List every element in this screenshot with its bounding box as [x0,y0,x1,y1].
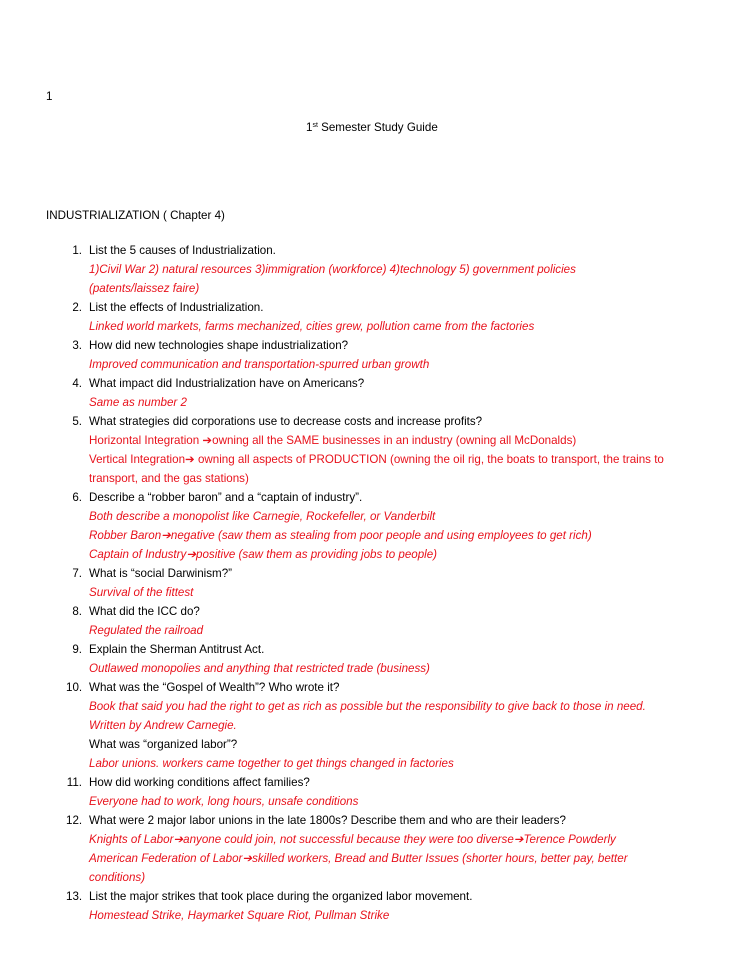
answer-line: Outlawed monopolies and anything that restricted trade (business) [89,662,430,675]
item-number: 4. [72,377,82,390]
question-text: List the effects of Industrialization. [89,301,264,314]
item-number: 8. [72,605,82,618]
item-number: 1. [72,244,82,257]
question-text: What were 2 major labor unions in the late 1800s? Describe them and who are their leaders? [89,814,566,827]
answer-line: Book that said you had the right to get as rich as possible but the responsibility to give back to those in need. [89,700,646,713]
answer-line: Knights of Labor➔anyone could join, not successful because they were too diverse➔Terence Powderly [89,833,616,846]
title-superscript: st [312,122,318,129]
item-number: 11. [66,776,82,789]
page-number: 1 [46,90,53,103]
title-prefix: 1 [306,121,313,134]
question-text: What was the “Gospel of Wealth”? Who wrote it? [89,681,340,694]
answer-line: transport, and the gas stations) [89,472,249,485]
answer-line: Everyone had to work, long hours, unsafe conditions [89,795,359,808]
item-number: 9. [72,643,82,656]
document-title [306,122,438,134]
answer-line: Regulated the railroad [89,624,204,637]
answer-line: Vertical Integration➔ owning all aspects of PRODUCTION (owning the oil rig, the boats to transport, the trains to [89,453,664,466]
question-text: How did new technologies shape industrialization? [89,339,349,352]
question-text: Explain the Sherman Antitrust Act. [89,643,265,656]
item-number: 13. [66,890,83,903]
question-text: List the major strikes that took place during the organized labor movement. [89,890,473,903]
item-number: 6. [72,491,82,504]
question-text: What strategies did corporations use to decrease costs and increase profits? [89,415,483,428]
answer-line: (patents/laissez faire) [89,282,200,295]
item-number: 2. [72,301,82,314]
answer-line: Robber Baron➔negative (saw them as stealing from poor people and using employees to get rich) [89,529,592,542]
answer-line: Captain of Industry➔positive (saw them as providing jobs to people) [89,548,438,561]
question-text: What impact did Industrialization have on Americans? [89,377,365,390]
answer-line: Linked world markets, farms mechanized, cities grew, pollution came from the factories [89,320,535,333]
answer-line: Same as number 2 [89,396,187,409]
item-number: 7. [72,567,82,580]
answer-line: conditions) [89,871,146,884]
question-text: Describe a “robber baron” and a “captain of industry”. [89,491,363,504]
question-text: List the 5 causes of Industrialization. [89,244,276,257]
question-text: What is “social Darwinism?” [89,567,233,580]
item-number: 5. [72,415,82,428]
answer-line: Both describe a monopolist like Carnegie, Rockefeller, or Vanderbilt [89,510,436,523]
answer-line: 1)Civil War 2) natural resources 3)immigration (workforce) 4)technology 5) government policies [89,263,576,276]
answer-line: Survival of the fittest [89,586,194,599]
question-text: What did the ICC do? [89,605,200,618]
question-text: What was “organized labor”? [89,738,238,751]
answer-line: Horizontal Integration ➔owning all the SAME businesses in an industry (owning all McDonalds) [89,434,577,447]
answer-line: Improved communication and transportation-spurred urban growth [89,358,430,371]
answer-line: American Federation of Labor➔skilled workers, Bread and Butter Issues (shorter hours, better pay, better [89,852,628,865]
section-heading: INDUSTRIALIZATION ( Chapter 4) [46,209,225,222]
item-number: 3. [72,339,82,352]
question-text: How did working conditions affect families? [89,776,310,789]
answer-line: Homestead Strike, Haymarket Square Riot, Pullman Strike [89,909,390,922]
item-number: 10. [66,681,83,694]
answer-line: Labor unions. workers came together to get things changed in factories [89,757,454,770]
answer-line: Written by Andrew Carnegie. [89,719,237,732]
title-text: Semester Study Guide [317,121,438,134]
item-number: 12. [66,814,83,827]
